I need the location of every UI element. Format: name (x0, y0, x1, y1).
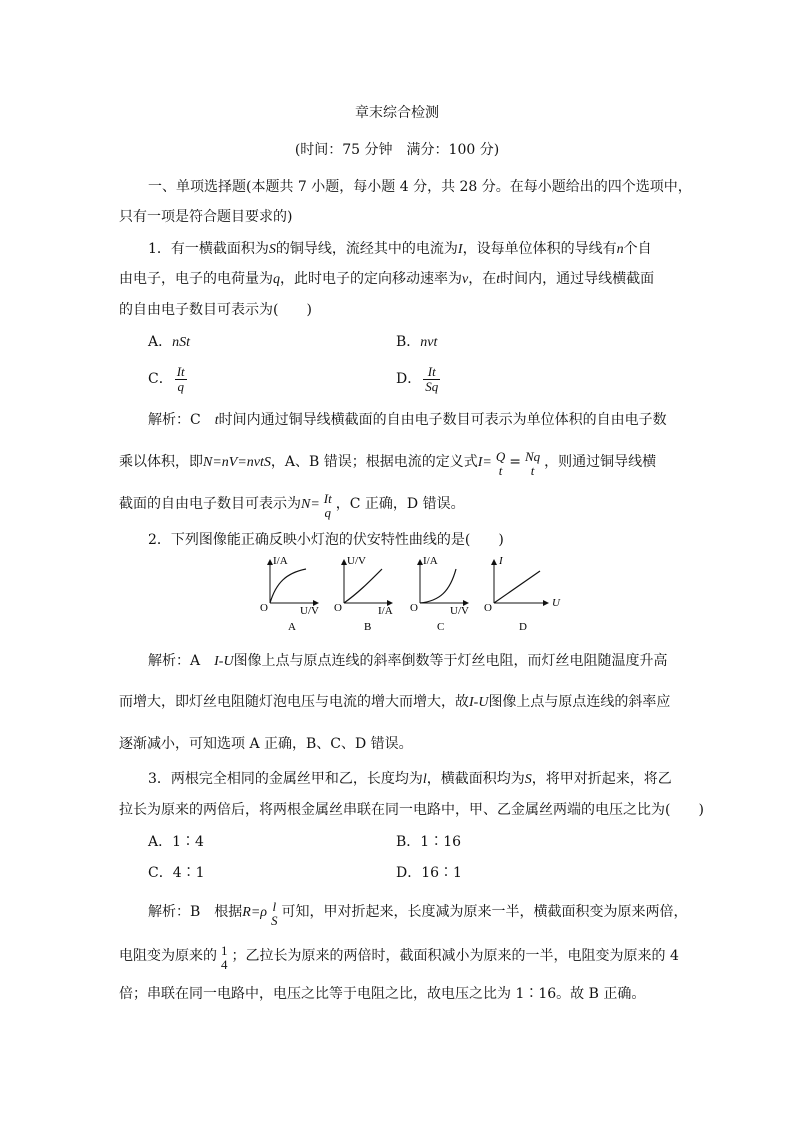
explanation-text: 乘以体积，即 (119, 454, 203, 470)
fraction-numerator: 1 (221, 943, 228, 958)
q1-text: 个自 (623, 241, 652, 257)
q1-var-q: q (273, 272, 280, 287)
explanation-text: 解析：B 根据 (148, 904, 243, 920)
fraction (494, 450, 507, 478)
q3-explanation-line3: 倍；串联在同一电路中，电压之比等于电阻之比，故电压之比为 1∶16。故 B 正确。 (119, 986, 646, 1002)
explanation-text: 电阻变为原来的 (119, 948, 217, 964)
graph-b-origin: O (334, 602, 342, 614)
graph-c-xlabel: U/V (450, 605, 469, 617)
graph-b-ylabel: U/V (347, 555, 366, 567)
fraction-numerator: Nq (524, 449, 541, 464)
fraction-denominator: q (324, 505, 332, 520)
q3-text: 3．两根完全相同的金属丝甲和乙，长度均为 (148, 771, 423, 787)
graph-d-origin: O (484, 602, 492, 614)
option-value: nvt (420, 335, 438, 350)
page-subtitle: (时间：75 分钟 满分：100 分) (294, 142, 500, 158)
q3-text: ，将甲对折起来，将乙 (531, 771, 672, 787)
fraction-denominator: t (498, 463, 503, 478)
explanation-text: 图像上点与原点连线的斜率倒数等于灯丝电阻，而灯丝电阻随温度升高 (233, 653, 668, 669)
q3-var-l: l (422, 772, 427, 787)
q1-var-n: n (616, 242, 624, 257)
q3-explanation-line2 (119, 944, 679, 972)
fraction-denominator: 4 (221, 957, 228, 972)
graph-a-ylabel: I/A (273, 555, 288, 567)
q1-explanation-line1 (148, 411, 667, 430)
q3-text: ，横截面积均为 (426, 771, 525, 787)
graph-a-xlabel: U/V (300, 605, 319, 617)
fraction-numerator: It (323, 491, 332, 506)
fraction-numerator: It (176, 363, 185, 379)
q3-explanation-line1 (148, 900, 688, 928)
explanation-var: t (214, 413, 219, 428)
q1-text: ，设每单位体积的导线有 (462, 241, 617, 257)
explanation-text: 截面的自由电子数目可表示为 (119, 496, 301, 512)
option-label: A． (148, 334, 173, 350)
graph-a-curve (270, 569, 306, 603)
q3-option-b: B．1∶16 (396, 834, 462, 850)
q1-option-b (396, 333, 437, 352)
q1-text: 1．有一横截面积为 (148, 241, 269, 257)
q1-var-i: I (457, 242, 463, 257)
graph-a (260, 555, 319, 633)
graph-a-origin: O (260, 602, 268, 614)
q1-option-d (396, 362, 442, 396)
q1-text: ，此时电子的定向移动速率为 (280, 271, 462, 287)
fraction (322, 492, 334, 520)
q1-stem-line1 (148, 240, 652, 259)
explanation-text: 可知，甲对折起来，长度减为原来一半，横截面积变为原来两倍， (281, 904, 688, 920)
fraction-denominator: t (530, 463, 535, 478)
graph-c-curve (420, 569, 456, 603)
graph-c (410, 555, 469, 633)
q1-stem-line2 (119, 270, 654, 289)
option-label: D． (396, 371, 422, 387)
graph-d-letter: D (519, 621, 527, 633)
explanation-text: ，则通过铜导线横 (544, 454, 657, 470)
graph-b (334, 555, 393, 633)
graph-b-curve (344, 569, 382, 603)
equals-sign: = (509, 454, 521, 470)
explanation-var: I-U (469, 695, 489, 710)
fraction (175, 365, 187, 394)
q1-var-s: S (268, 242, 276, 257)
q2-stem: 2．下列图像能正确反映小灯泡的伏安特性曲线的是( ) (148, 532, 504, 548)
fraction-numerator: It (423, 365, 440, 380)
explanation-text: ；乙拉长为原来的两倍时，截面积减小为原来的一半，电阻变为原来的 4 (231, 948, 679, 964)
explanation-text: ，A、B 错误；根据电流的定义式 (270, 454, 478, 470)
graph-b-xlabel: I/A (378, 605, 393, 617)
fraction-denominator: q (177, 378, 184, 394)
q3-stem-line2: 拉长为原来的两倍后，将两根金属丝串联在同一电路中，甲、乙金属丝两端的电压之比为( ) (119, 802, 704, 818)
explanation-var: I-U (214, 654, 234, 669)
q1-text: ，在 (468, 271, 497, 287)
q2-graphs-figure (260, 555, 580, 635)
graph-c-origin: O (410, 602, 418, 614)
graph-d-xlabel: U (552, 597, 560, 609)
section-heading-line2: 只有一项是符合题目要求的) (119, 209, 293, 225)
q1-var-t: t (496, 272, 501, 287)
option-label: B． (396, 334, 421, 350)
q1-text: 时间内，通过导线横截面 (500, 271, 655, 287)
explanation-text: 解析：A (148, 653, 215, 669)
graph-a-letter: A (288, 621, 296, 633)
graph-d-ylabel: I (499, 555, 503, 567)
explanation-text: 时间内通过铜导线横截面的自由电子数目可表示为单位体积的自由电子数 (218, 412, 667, 428)
q3-option-d: D．16∶1 (396, 865, 462, 881)
explanation-formula: R=ρ (242, 905, 268, 920)
page-title: 章末综合检测 (355, 105, 439, 121)
fraction-numerator: l (272, 899, 277, 914)
fraction (269, 900, 280, 928)
explanation-formula: N=nV=nvtS (203, 455, 271, 470)
graph-b-letter: B (364, 621, 372, 633)
q1-text: 的铜导线，流经其中的电流为 (275, 241, 458, 257)
fraction (523, 450, 542, 478)
explanation-formula: N= (301, 497, 320, 512)
q2-explanation-line3: 逐渐减小，可知选项 A 正确，B、C、D 错误。 (119, 736, 413, 752)
explanation-formula: I= (477, 455, 492, 470)
q1-option-c (148, 362, 189, 396)
section-heading-line1: 一、单项选择题(本题共 7 小题，每小题 4 分，共 28 分。在每小题给出的四个选项中， (148, 179, 692, 195)
option-value: nSt (172, 335, 191, 350)
q3-var-s: S (524, 772, 532, 787)
explanation-text: ，C 正确，D 错误。 (335, 496, 465, 512)
q1-stem-line3: 的自由电子数目可表示为( ) (119, 302, 312, 318)
q2-graph-options (260, 555, 580, 635)
graph-d (484, 555, 561, 633)
graph-c-ylabel: I/A (423, 555, 438, 567)
q1-text: 由电子，电子的电荷量为 (119, 271, 273, 287)
q1-explanation-line3 (119, 492, 465, 520)
explanation-text: 解析：C (148, 412, 215, 428)
graph-d-line (494, 571, 540, 603)
q2-explanation-line1 (148, 652, 668, 671)
fraction-denominator: S (271, 913, 278, 928)
fraction-numerator: Q (495, 449, 506, 464)
q1-option-a (148, 333, 190, 352)
q3-option-a: A．1∶4 (148, 834, 204, 850)
option-label: C． (148, 371, 173, 387)
q2-explanation-line2 (119, 693, 670, 712)
graph-c-letter: C (437, 621, 445, 633)
fraction-denominator: Sq (425, 378, 439, 394)
q3-option-c: C．4∶1 (148, 865, 205, 881)
q3-stem-line1 (148, 770, 672, 789)
q1-var-v: v (462, 272, 469, 287)
fraction (423, 365, 440, 394)
q1-explanation-line2 (119, 450, 656, 478)
explanation-text: 而增大，即灯丝电阻随灯泡电压与电流的增大而增大，故 (119, 694, 469, 710)
explanation-text: 图像上点与原点连线的斜率应 (488, 694, 671, 710)
fraction (219, 944, 230, 972)
